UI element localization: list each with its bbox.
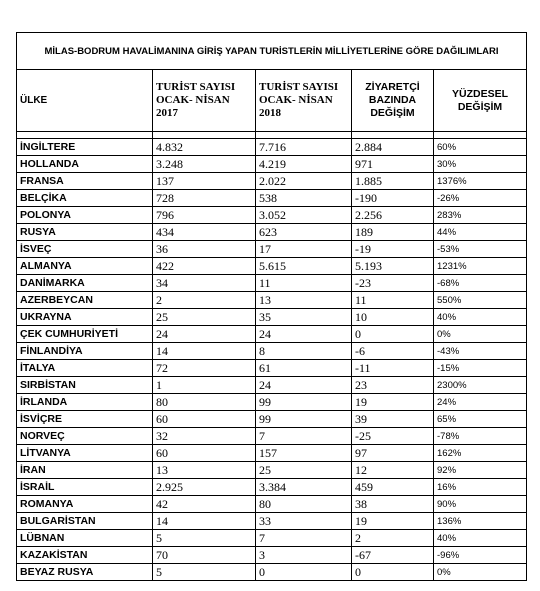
tourists-2017-cell: 4.832: [153, 139, 256, 156]
table-row: [17, 275, 527, 292]
table-row: [17, 224, 527, 241]
tourists-2018-cell: 4.219: [256, 156, 352, 173]
tourists-2017-cell: 72: [153, 360, 256, 377]
visitor-change-cell: -25: [352, 428, 434, 445]
country-cell: AZERBEYCAN: [17, 292, 153, 309]
country-cell: İNGİLTERE: [17, 139, 153, 156]
visitor-change-cell: 2.884: [352, 139, 434, 156]
tourists-2017-cell: 14: [153, 343, 256, 360]
tourists-2018-cell: 623: [256, 224, 352, 241]
percent-change-cell: 30%: [434, 156, 527, 173]
country-cell: ALMANYA: [17, 258, 153, 275]
table-row: [17, 207, 527, 224]
tourists-2018-cell: 61: [256, 360, 352, 377]
country-cell: DANİMARKA: [17, 275, 153, 292]
percent-change-cell: -43%: [434, 343, 527, 360]
country-cell: İSVİÇRE: [17, 411, 153, 428]
tourists-2018-cell: 538: [256, 190, 352, 207]
percent-change-cell: -15%: [434, 360, 527, 377]
country-cell: İRLANDA: [17, 394, 153, 411]
tourists-2017-cell: 36: [153, 241, 256, 258]
country-cell: HOLLANDA: [17, 156, 153, 173]
percent-change-cell: 0%: [434, 564, 527, 581]
tourists-2017-cell: 5: [153, 530, 256, 547]
table-row: [17, 360, 527, 377]
visitor-change-cell: 10: [352, 309, 434, 326]
visitor-change-cell: 0: [352, 326, 434, 343]
header-spacer: [17, 132, 527, 139]
percent-change-cell: 40%: [434, 530, 527, 547]
country-cell: İRAN: [17, 462, 153, 479]
tourists-2017-cell: 434: [153, 224, 256, 241]
percent-change-cell: -26%: [434, 190, 527, 207]
table-row: [17, 513, 527, 530]
tourists-2018-cell: 3.384: [256, 479, 352, 496]
tourists-2017-cell: 137: [153, 173, 256, 190]
table-row: [17, 139, 527, 156]
visitor-change-cell: 23: [352, 377, 434, 394]
percent-change-cell: 24%: [434, 394, 527, 411]
header-tourists-2017: TURİST SAYISI OCAK- NİSAN 2017: [153, 70, 256, 132]
country-cell: POLONYA: [17, 207, 153, 224]
visitor-change-cell: -6: [352, 343, 434, 360]
country-cell: LİTVANYA: [17, 445, 153, 462]
visitor-change-cell: 971: [352, 156, 434, 173]
tourists-2018-cell: 7.716: [256, 139, 352, 156]
tourists-2018-cell: 24: [256, 326, 352, 343]
tourists-2018-cell: 99: [256, 394, 352, 411]
tourists-2017-cell: 34: [153, 275, 256, 292]
table-row: [17, 258, 527, 275]
tourists-2018-cell: 7: [256, 530, 352, 547]
country-cell: UKRAYNA: [17, 309, 153, 326]
tourists-2018-cell: 25: [256, 462, 352, 479]
country-cell: ÇEK CUMHURİYETİ: [17, 326, 153, 343]
percent-change-cell: 90%: [434, 496, 527, 513]
country-cell: ROMANYA: [17, 496, 153, 513]
country-cell: LÜBNAN: [17, 530, 153, 547]
table-row: [17, 496, 527, 513]
table-row: [17, 479, 527, 496]
country-cell: NORVEÇ: [17, 428, 153, 445]
percent-change-cell: 2300%: [434, 377, 527, 394]
visitor-change-cell: -23: [352, 275, 434, 292]
header-row: [17, 70, 527, 132]
visitor-change-cell: 1.885: [352, 173, 434, 190]
tourists-2017-cell: 2: [153, 292, 256, 309]
tourists-2017-cell: 5: [153, 564, 256, 581]
table-row: [17, 292, 527, 309]
tourists-2018-cell: 5.615: [256, 258, 352, 275]
table-row: [17, 462, 527, 479]
visitor-change-cell: 2: [352, 530, 434, 547]
tourists-2018-cell: 3: [256, 547, 352, 564]
country-cell: FRANSA: [17, 173, 153, 190]
visitor-change-cell: 38: [352, 496, 434, 513]
table-row: [17, 190, 527, 207]
tourists-2017-cell: 1: [153, 377, 256, 394]
country-cell: RUSYA: [17, 224, 153, 241]
country-cell: İSVEÇ: [17, 241, 153, 258]
table-row: [17, 394, 527, 411]
visitor-change-cell: -11: [352, 360, 434, 377]
table-row: [17, 309, 527, 326]
country-cell: İSRAİL: [17, 479, 153, 496]
table-row: [17, 241, 527, 258]
table-row: [17, 326, 527, 343]
tourists-2018-cell: 0: [256, 564, 352, 581]
tourists-2017-cell: 14: [153, 513, 256, 530]
visitor-change-cell: 19: [352, 513, 434, 530]
visitor-change-cell: 5.193: [352, 258, 434, 275]
tourists-2017-cell: 25: [153, 309, 256, 326]
table-row: [17, 343, 527, 360]
country-cell: KAZAKİSTAN: [17, 547, 153, 564]
tourists-2017-cell: 3.248: [153, 156, 256, 173]
visitor-change-cell: 39: [352, 411, 434, 428]
percent-change-cell: 136%: [434, 513, 527, 530]
table-row: [17, 411, 527, 428]
country-cell: BELÇİKA: [17, 190, 153, 207]
tourists-2017-cell: 13: [153, 462, 256, 479]
percent-change-cell: -53%: [434, 241, 527, 258]
table-row: [17, 530, 527, 547]
tourists-2017-cell: 2.925: [153, 479, 256, 496]
country-cell: FİNLANDİYA: [17, 343, 153, 360]
visitor-change-cell: -190: [352, 190, 434, 207]
visitor-change-cell: 11: [352, 292, 434, 309]
visitor-change-cell: 97: [352, 445, 434, 462]
visitor-change-cell: 19: [352, 394, 434, 411]
percent-change-cell: 40%: [434, 309, 527, 326]
tourists-2017-cell: 60: [153, 445, 256, 462]
tourists-2018-cell: 80: [256, 496, 352, 513]
tourists-2017-cell: 24: [153, 326, 256, 343]
visitor-change-cell: 2.256: [352, 207, 434, 224]
percent-change-cell: 162%: [434, 445, 527, 462]
tourist-nationality-table: [16, 32, 527, 581]
tourists-2018-cell: 157: [256, 445, 352, 462]
tourists-2018-cell: 35: [256, 309, 352, 326]
visitor-change-cell: 12: [352, 462, 434, 479]
table-row: [17, 377, 527, 394]
country-cell: SIRBİSTAN: [17, 377, 153, 394]
header-percent-change: YÜZDESEL DEĞİŞİM: [434, 70, 527, 132]
tourists-2017-cell: 32: [153, 428, 256, 445]
table-row: [17, 428, 527, 445]
percent-change-cell: 550%: [434, 292, 527, 309]
country-cell: BULGARİSTAN: [17, 513, 153, 530]
percent-change-cell: 283%: [434, 207, 527, 224]
visitor-change-cell: 459: [352, 479, 434, 496]
tourists-2018-cell: 11: [256, 275, 352, 292]
table-row: [17, 547, 527, 564]
percent-change-cell: 0%: [434, 326, 527, 343]
tourists-2017-cell: 422: [153, 258, 256, 275]
header-visitor-change: ZİYARETÇİ BAZINDA DEĞİŞİM: [352, 70, 434, 132]
percent-change-cell: -78%: [434, 428, 527, 445]
percent-change-cell: 1231%: [434, 258, 527, 275]
percent-change-cell: -96%: [434, 547, 527, 564]
visitor-change-cell: -19: [352, 241, 434, 258]
percent-change-cell: 16%: [434, 479, 527, 496]
table-row: [17, 173, 527, 190]
visitor-change-cell: -67: [352, 547, 434, 564]
table-title: MİLAS-BODRUM HAVALİMANINA GİRİŞ YAPAN TURİSTLERİN MİLLİYETLERİNE GÖRE DAĞILIMLARI: [17, 33, 527, 70]
tourists-2018-cell: 99: [256, 411, 352, 428]
country-cell: İTALYA: [17, 360, 153, 377]
tourists-2018-cell: 8: [256, 343, 352, 360]
header-country: ÜLKE: [17, 70, 153, 132]
tourists-2017-cell: 728: [153, 190, 256, 207]
tourists-2018-cell: 24: [256, 377, 352, 394]
percent-change-cell: 92%: [434, 462, 527, 479]
country-cell: BEYAZ RUSYA: [17, 564, 153, 581]
percent-change-cell: -68%: [434, 275, 527, 292]
percent-change-cell: 44%: [434, 224, 527, 241]
tourists-2017-cell: 796: [153, 207, 256, 224]
percent-change-cell: 60%: [434, 139, 527, 156]
visitor-change-cell: 189: [352, 224, 434, 241]
percent-change-cell: 1376%: [434, 173, 527, 190]
table-row: [17, 156, 527, 173]
tourists-2018-cell: 2.022: [256, 173, 352, 190]
tourists-2018-cell: 33: [256, 513, 352, 530]
table-row: [17, 564, 527, 581]
percent-change-cell: 65%: [434, 411, 527, 428]
tourists-2018-cell: 7: [256, 428, 352, 445]
visitor-change-cell: 0: [352, 564, 434, 581]
tourists-2017-cell: 80: [153, 394, 256, 411]
tourists-2017-cell: 42: [153, 496, 256, 513]
tourists-2017-cell: 60: [153, 411, 256, 428]
tourists-2018-cell: 3.052: [256, 207, 352, 224]
tourists-2018-cell: 17: [256, 241, 352, 258]
header-tourists-2018: TURİST SAYISI OCAK- NİSAN 2018: [256, 70, 352, 132]
tourists-2017-cell: 70: [153, 547, 256, 564]
tourists-2018-cell: 13: [256, 292, 352, 309]
table-row: [17, 445, 527, 462]
